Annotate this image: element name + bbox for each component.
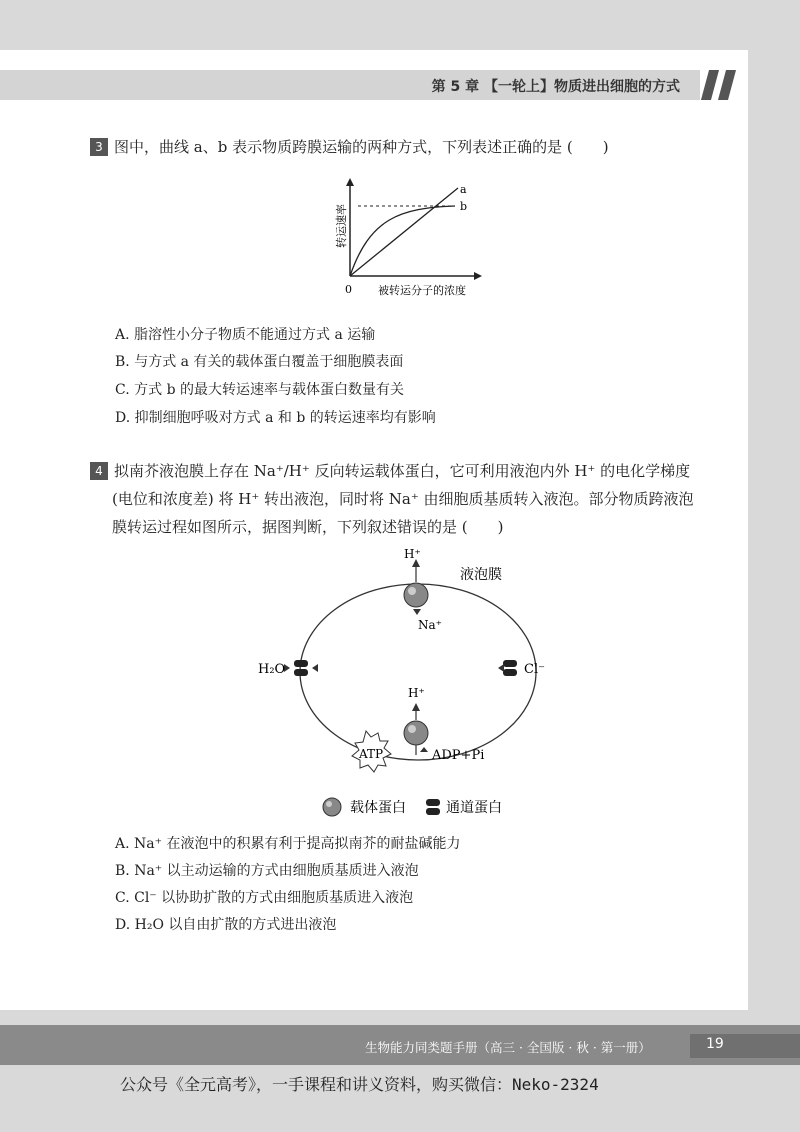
stem-line-1: 拟南芥液泡膜上存在 Na⁺/H⁺ 反向转运载体蛋白，它可利用液泡内外 H⁺ 的电化学梯度 [114,462,691,480]
na-label: Na⁺ [418,618,442,632]
page-number: 19 [706,1036,724,1052]
legend-channel-icon [426,799,440,806]
curve-b-label: b [460,200,468,213]
legend-channel-label: 通道蛋白 [446,800,502,816]
question-3-stem [90,133,609,161]
q4-option-a: A. Na⁺ 在液泡中的积累有利于提高拟南芥的耐盐碱能力 [115,836,461,852]
book-title: 生物能力同类题手册（高三 · 全国版 · 秋 · 第一册） [365,1040,651,1055]
cl-label: Cl⁻ [524,662,545,677]
curve-b [350,206,455,276]
arrow-down-icon [413,609,421,615]
curve-a [350,188,458,276]
q4-option-d: D. H₂O 以自由扩散的方式进出液泡 [115,917,337,933]
origin-label: 0 [345,283,352,296]
q4-option-b: B. Na⁺ 以主动运输的方式由细胞质基质进入液泡 [115,863,419,879]
q3-option-a: A. 脂溶性小分子物质不能通过方式 a 运输 [115,327,376,343]
curve-a-label: a [460,183,467,196]
channel-protein-icon [294,660,308,667]
membrane-label: 液泡膜 [460,567,502,583]
chapter-title: 第 5 章 【一轮上】物质进出细胞的方式 [431,79,680,95]
y-axis-label: 转运速率 [335,204,348,248]
x-axis-label: 被转运分子的浓度 [378,284,466,297]
transport-rate-graph [330,178,500,303]
question-4-stem [90,457,730,541]
h2o-label: H₂O [258,662,286,677]
watermark-text: 公众号《全元高考》，一手课程和讲义资料，购买微信：Neko-2324 [120,1075,599,1094]
carrier-protein-icon [404,721,428,745]
stem-line-2: (电位和浓度差) 将 H⁺ 转出液泡，同时将 Na⁺ 由细胞质基质转入液泡。部分物质跨液泡 [112,490,694,508]
carrier-protein-icon [404,583,428,607]
x-axis-arrow [474,272,482,280]
y-axis-arrow [346,178,354,186]
legend-carrier-icon [323,798,341,816]
channel-protein-icon [503,660,517,667]
q3-option-b: B. 与方式 a 有关的载体蛋白覆盖于细胞膜表面 [115,354,404,370]
question-number: 3 [90,138,108,156]
q4-option-c: C. Cl⁻ 以协助扩散的方式由细胞质基质进入液泡 [115,890,414,906]
top-h-label: H⁺ [404,547,421,561]
adp-label: ADP+Pi [432,748,485,763]
question-text: 图中，曲线 a、b 表示物质跨膜运输的两种方式，下列表述正确的是 ( ) [114,138,609,156]
q3-option-c: C. 方式 b 的最大转运速率与载体蛋白数量有关 [115,382,404,398]
arrow-up-icon [412,703,420,711]
stem-line-3: 膜转运过程如图所示，据图判断，下列叙述错误的是 ( ) [112,518,504,536]
vacuole-membrane-diagram [258,545,570,825]
q3-option-d: D. 抑制细胞呼吸对方式 a 和 b 的转运速率均有影响 [115,410,436,426]
atp-label: ATP [359,747,384,761]
legend-carrier-label: 载体蛋白 [350,800,406,816]
question-number: 4 [90,462,108,480]
arrow-left-icon [498,664,504,672]
bottom-h-label: H⁺ [408,686,425,700]
